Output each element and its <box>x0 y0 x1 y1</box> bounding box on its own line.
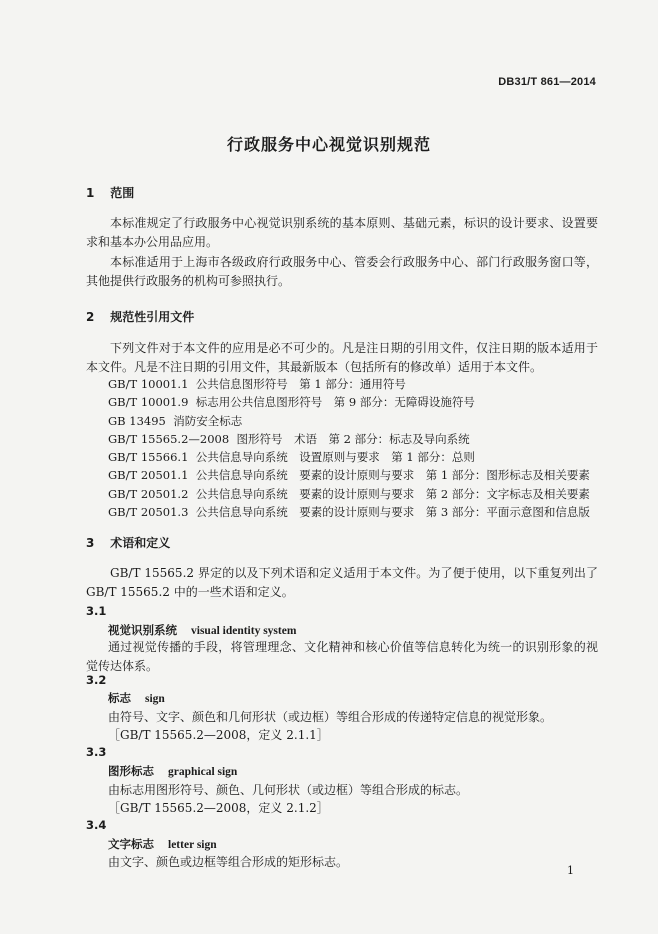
reference-code: GB/T 15565.2—2008 <box>108 431 230 446</box>
term-name-en: visual identity system <box>191 625 297 637</box>
section-number: 1 <box>86 186 95 200</box>
term-definition: 由文字、颜色或边框等组合形成的矩形标志。 <box>108 855 349 869</box>
term-number: 3.2 <box>86 673 107 687</box>
reference-title: 公共信息图形符号 第 1 部分：通用符号 <box>195 377 406 391</box>
scope-paragraph-1: 本标准规定了行政服务中心视觉识别系统的基本原则、基础元素，标识的设计要求、设置要求和基本办公用品应用。 <box>86 216 598 249</box>
section-number: 2 <box>86 310 95 324</box>
reference-item <box>108 503 590 521</box>
section-title: 规范性引用文件 <box>110 310 195 324</box>
reference-code: GB/T 10001.1 <box>108 377 189 391</box>
reference-code: GB/T 10001.9 <box>108 395 189 410</box>
term-definition: 通过视觉传播的手段，将管理理念、文化精神和核心价值等信息转化为统一的识别形象的视觉传达体系。 <box>86 640 598 673</box>
reference-list <box>108 375 590 521</box>
terms-intro: GB/T 15565.2 界定的以及下列术语和定义适用于本文件。为了便于使用，以下重复列出了 GB/T 15565.2 中的一些术语和定义。 <box>86 566 598 599</box>
reference-code: GB/T 20501.3 <box>108 505 189 520</box>
term-name-zh: 标志 <box>108 691 131 705</box>
term-source: ［GB/T 15565.2—2008，定义 2.1.2］ <box>108 801 329 815</box>
reference-title: 消防安全标志 <box>173 413 243 428</box>
term-source: ［GB/T 15565.2—2008，定义 2.1.1］ <box>108 728 329 742</box>
reference-title: 公共信息导向系统 要素的设计原则与要求 第 1 部分：图形标志及相关要素 <box>195 468 590 483</box>
page-number: 1 <box>567 864 574 877</box>
term-definition: 由标志用图形符号、颜色、几何形状（或边框）等组合形成的标志。 <box>108 783 469 797</box>
term-number: 3.4 <box>86 818 107 832</box>
reference-item <box>108 448 590 466</box>
document-title: 行政服务中心视觉识别规范 <box>226 135 431 154</box>
reference-item <box>108 485 590 503</box>
reference-code: GB 13495 <box>108 413 166 428</box>
section-2-heading <box>86 308 194 325</box>
term-number: 3.3 <box>86 745 107 759</box>
term-name-en: letter sign <box>168 839 217 851</box>
normative-refs-intro: 下列文件对于本文件的应用是必不可少的。凡是注日期的引用文件，仅注日期的版本适用于本文件。凡是不注日期的引用文件，其最新版本（包括所有的修改单）适用于本文件。 <box>86 341 598 374</box>
reference-title: 标志用公共信息图形符号 第 9 部分：无障碍设施符号 <box>195 395 475 410</box>
reference-item <box>108 430 590 448</box>
reference-title: 公共信息导向系统 设置原则与要求 第 1 部分：总则 <box>195 450 475 465</box>
reference-item <box>108 393 590 411</box>
reference-title: 公共信息导向系统 要素的设计原则与要求 第 3 部分：平面示意图和信息版 <box>195 505 590 520</box>
reference-code: GB/T 15566.1 <box>108 450 189 465</box>
term-name-zh: 图形标志 <box>108 764 154 778</box>
term-name <box>108 836 217 852</box>
section-number: 3 <box>86 536 95 550</box>
reference-item <box>108 466 590 484</box>
scope-paragraph-2: 本标准适用于上海市各级政府行政服务中心、管委会行政服务中心、部门行政服务窗口等，其他提供行政服务的机构可参照执行。 <box>86 255 598 288</box>
term-number: 3.1 <box>86 604 107 618</box>
reference-title: 公共信息导向系统 要素的设计原则与要求 第 2 部分：文字标志及相关要素 <box>195 486 590 501</box>
standard-code: DB31/T 861—2014 <box>498 76 596 88</box>
reference-item <box>108 412 590 430</box>
reference-code: GB/T 20501.2 <box>108 486 189 501</box>
term-name <box>108 690 165 706</box>
term-name <box>108 622 296 638</box>
term-definition: 由符号、文字、颜色和几何形状（或边框）等组合形成的传递特定信息的视觉形象。 <box>108 710 553 724</box>
reference-code: GB/T 20501.1 <box>108 468 189 483</box>
term-name-zh: 视觉识别系统 <box>108 623 177 637</box>
section-1-heading <box>86 184 134 201</box>
reference-title: 图形符号 术语 第 2 部分：标志及导向系统 <box>236 431 470 446</box>
term-name-en: sign <box>145 693 165 705</box>
section-title: 术语和定义 <box>110 536 171 550</box>
section-title: 范围 <box>110 186 135 200</box>
term-name-en: graphical sign <box>168 766 238 778</box>
section-3-heading <box>86 534 170 551</box>
term-name <box>108 763 237 779</box>
reference-item <box>108 375 590 393</box>
term-name-zh: 文字标志 <box>108 837 154 851</box>
